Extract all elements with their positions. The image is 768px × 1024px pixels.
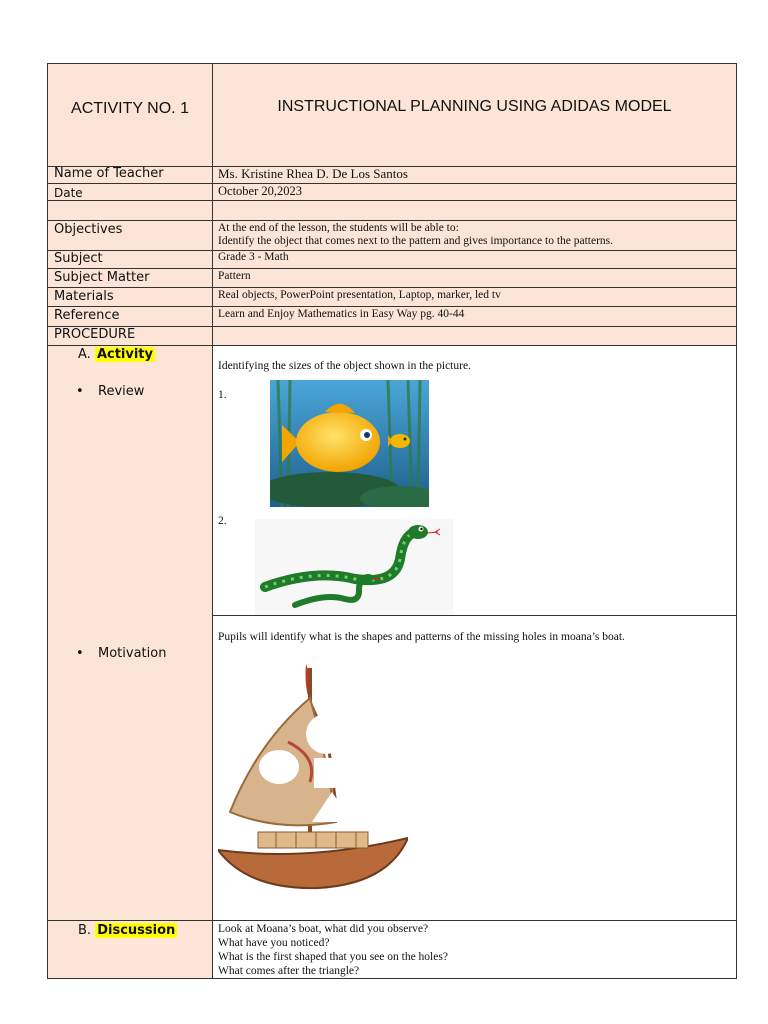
- activity-heading: [78, 347, 155, 363]
- motivation-label: Motivation: [98, 646, 167, 661]
- procedure-label: PROCEDURE: [54, 327, 136, 342]
- review-intro: Identifying the sizes of the object shown in the picture.: [218, 360, 471, 372]
- subject-matter-value: Pattern: [218, 270, 251, 282]
- document-title: INSTRUCTIONAL PLANNING USING ADIDAS MODEL: [277, 98, 672, 115]
- discussion-label: Discussion: [97, 923, 176, 938]
- activity-label: Activity: [96, 347, 153, 362]
- review-bullet: • Review: [76, 384, 145, 399]
- objectives-line-1: At the end of the lesson, the students will be able to:: [218, 222, 459, 234]
- reference-value: Learn and Enjoy Mathematics in Easy Way pg. 40-44: [218, 308, 465, 320]
- discussion-letter: B.: [78, 923, 92, 938]
- materials-label: Materials: [54, 289, 114, 304]
- objectives-line-2: Identify the object that comes next to the pattern and gives importance to the patterns.: [218, 235, 614, 247]
- subject-matter-label: Subject Matter: [54, 270, 150, 285]
- teacher-label: Name of Teacher: [54, 166, 164, 181]
- teacher-value: Ms. Kristine Rhea D. De Los Santos: [218, 166, 408, 181]
- discussion-q1: Look at Moana’s boat, what did you observe?: [218, 923, 429, 935]
- subject-value: Grade 3 - Math: [218, 251, 289, 263]
- fish-picture: [270, 380, 429, 507]
- discussion-q4: What comes after the triangle?: [218, 965, 360, 977]
- motivation-text: Pupils will identify what is the shapes and patterns of the missing holes in moana’s boat.: [218, 631, 625, 643]
- subject-label: Subject: [54, 251, 103, 266]
- review-label: Review: [98, 384, 145, 399]
- discussion-q2: What have you noticed?: [218, 937, 330, 949]
- lesson-plan-table: [47, 63, 737, 979]
- label-column: [48, 64, 213, 978]
- review-item-2: 2.: [218, 515, 227, 527]
- date-value: October 20,2023: [218, 184, 303, 198]
- materials-value: Real objects, PowerPoint presentation, Laptop, marker, led tv: [218, 289, 501, 301]
- discussion-heading: [78, 923, 177, 939]
- discussion-q3: What is the first shaped that you see on the holes?: [218, 951, 448, 963]
- snake-picture: [255, 519, 453, 615]
- motivation-bullet: • Motivation: [76, 646, 167, 661]
- activity-number: ACTIVITY NO. 1: [71, 100, 189, 117]
- boat-picture: [218, 662, 408, 894]
- date-label: Date: [54, 186, 83, 200]
- objectives-label: Objectives: [54, 222, 123, 237]
- activity-letter: A.: [78, 347, 91, 362]
- review-item-1: 1.: [218, 389, 227, 401]
- reference-label: Reference: [54, 308, 120, 323]
